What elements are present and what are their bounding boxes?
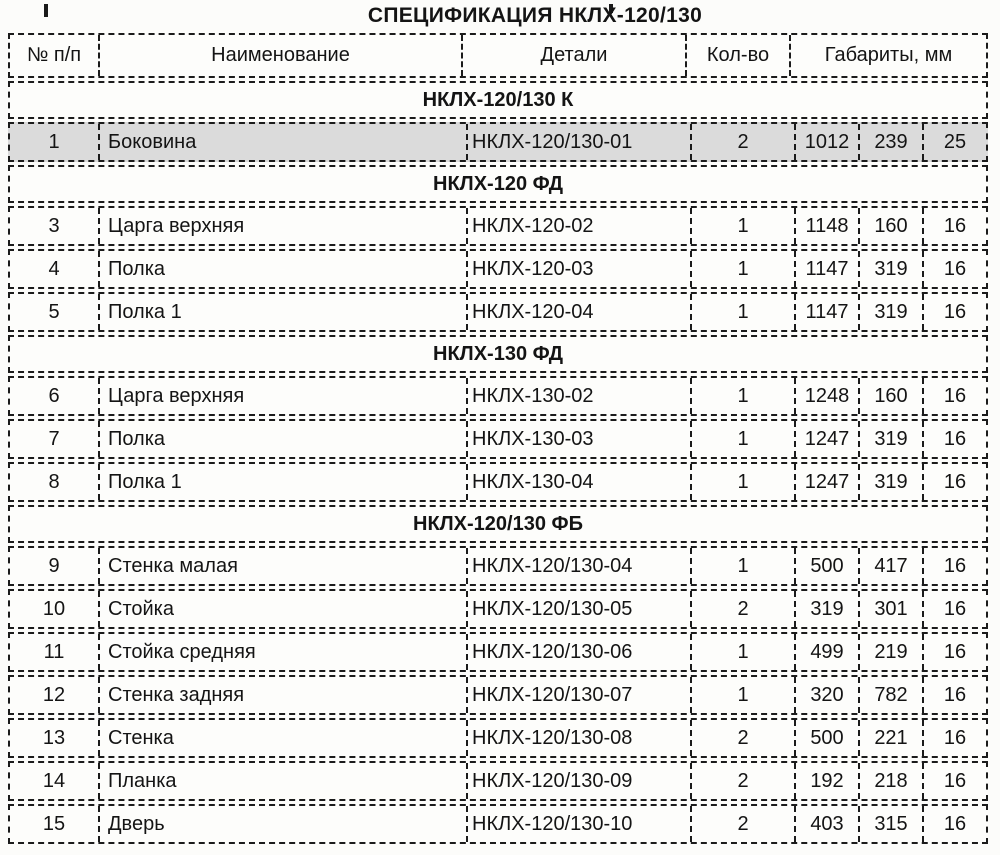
row-details-cell: НКЛХ-120/130-04: [466, 548, 690, 584]
row-qty-cell: 1: [690, 208, 794, 244]
row-num-cell: 4: [48, 257, 60, 280]
row-dim-height-cell: 319: [858, 294, 922, 330]
row-num-cell: 10: [42, 597, 66, 620]
table-header-row: [8, 33, 988, 78]
row-name-cell: Стойка средняя: [98, 634, 466, 670]
row-dim-thickness-cell: 16: [922, 378, 986, 414]
row-dim-height-cell: 417: [858, 548, 922, 584]
row-details-cell: НКЛХ-120/130-09: [466, 763, 690, 799]
table-row: [8, 292, 988, 332]
row-dim-width-cell: 500: [794, 548, 858, 584]
row-dim-thickness-cell: 16: [922, 763, 986, 799]
row-name-cell: Полка: [98, 251, 466, 287]
table-row: [8, 718, 988, 758]
row-num-cell: 1: [48, 130, 60, 153]
row-dim-thickness-cell: 16: [922, 806, 986, 842]
row-dim-height-cell: 218: [858, 763, 922, 799]
row-num-cell: 14: [42, 769, 66, 792]
table-row: [8, 376, 988, 416]
table-row: [8, 804, 988, 844]
row-name-cell: Планка: [98, 763, 466, 799]
column-header-details: Детали: [461, 35, 685, 76]
row-dim-width-cell: 320: [794, 677, 858, 713]
row-dim-width-cell: 1148: [794, 208, 858, 244]
row-name-cell: Полка 1: [98, 294, 466, 330]
column-header-qty: Кол-во: [685, 35, 789, 76]
row-num-cell: 8: [48, 470, 60, 493]
row-details-cell: НКЛХ-120/130-07: [466, 677, 690, 713]
column-header-dims: Габариты, мм: [789, 35, 986, 76]
row-qty-cell: 1: [690, 378, 794, 414]
section-title: НКЛХ-120/130 ФБ: [413, 512, 583, 535]
row-dim-width-cell: 1247: [794, 464, 858, 500]
row-dim-thickness-cell: 16: [922, 208, 986, 244]
row-dim-height-cell: 315: [858, 806, 922, 842]
row-name-cell: Дверь: [98, 806, 466, 842]
row-num-cell: 5: [48, 300, 60, 323]
row-qty-cell: 2: [690, 720, 794, 756]
section-title: НКЛХ-120/130 К: [422, 88, 574, 111]
row-name-cell: Стенка: [98, 720, 466, 756]
row-dim-height-cell: 319: [858, 421, 922, 457]
row-dim-height-cell: 221: [858, 720, 922, 756]
table-row: [8, 675, 988, 715]
table-row: [8, 546, 988, 586]
row-dim-width-cell: 500: [794, 720, 858, 756]
row-details-cell: НКЛХ-130-04: [466, 464, 690, 500]
row-dim-height-cell: 301: [858, 591, 922, 627]
row-dim-width-cell: 1147: [794, 251, 858, 287]
row-num-cell: 11: [43, 640, 65, 663]
row-dim-thickness-cell: 16: [922, 720, 986, 756]
row-dim-height-cell: 239: [858, 124, 922, 160]
row-dim-height-cell: 219: [858, 634, 922, 670]
row-details-cell: НКЛХ-130-02: [466, 378, 690, 414]
table-row: [8, 632, 988, 672]
page-title: СПЕЦИФИКАЦИЯ НКЛХ-120/130: [367, 4, 703, 27]
row-dim-width-cell: 1147: [794, 294, 858, 330]
row-num-cell: 3: [48, 214, 60, 237]
table-row: [8, 122, 988, 162]
section-header-row: [8, 165, 988, 203]
row-dim-width-cell: 1248: [794, 378, 858, 414]
specification-table: [8, 33, 988, 844]
row-name-cell: Царга верхняя: [98, 378, 466, 414]
row-qty-cell: 1: [690, 464, 794, 500]
row-qty-cell: 1: [690, 251, 794, 287]
row-name-cell: Стенка малая: [98, 548, 466, 584]
row-dim-height-cell: 319: [858, 251, 922, 287]
row-details-cell: НКЛХ-120/130-05: [466, 591, 690, 627]
row-dim-thickness-cell: 16: [922, 591, 986, 627]
row-qty-cell: 2: [690, 763, 794, 799]
row-dim-thickness-cell: 16: [922, 464, 986, 500]
table-row: [8, 589, 988, 629]
row-details-cell: НКЛХ-120/130-08: [466, 720, 690, 756]
row-num-cell: 15: [42, 812, 66, 835]
row-details-cell: НКЛХ-130-03: [466, 421, 690, 457]
row-dim-width-cell: 1247: [794, 421, 858, 457]
column-header-name: Наименование: [98, 35, 461, 76]
row-details-cell: НКЛХ-120-03: [466, 251, 690, 287]
row-qty-cell: 2: [690, 806, 794, 842]
row-dim-thickness-cell: 16: [922, 677, 986, 713]
table-row: [8, 419, 988, 459]
row-dim-thickness-cell: 16: [922, 421, 986, 457]
row-dim-width-cell: 192: [794, 763, 858, 799]
section-header-row: [8, 81, 988, 119]
row-dim-height-cell: 160: [858, 378, 922, 414]
table-body: [8, 81, 988, 844]
row-details-cell: НКЛХ-120/130-10: [466, 806, 690, 842]
table-row: [8, 462, 988, 502]
table-row: [8, 249, 988, 289]
row-dim-height-cell: 160: [858, 208, 922, 244]
table-row: [8, 761, 988, 801]
row-num-cell: 9: [48, 554, 60, 577]
row-dim-height-cell: 782: [858, 677, 922, 713]
row-name-cell: Стенка задняя: [98, 677, 466, 713]
section-title: НКЛХ-120 ФД: [433, 172, 563, 195]
row-name-cell: Царга верхняя: [98, 208, 466, 244]
row-num-cell: 6: [48, 384, 60, 407]
row-dim-width-cell: 403: [794, 806, 858, 842]
row-dim-width-cell: 319: [794, 591, 858, 627]
row-dim-thickness-cell: 16: [922, 548, 986, 584]
row-dim-height-cell: 319: [858, 464, 922, 500]
row-details-cell: НКЛХ-120-04: [466, 294, 690, 330]
row-dim-thickness-cell: 16: [922, 634, 986, 670]
row-name-cell: Полка 1: [98, 464, 466, 500]
table-row: [8, 206, 988, 246]
row-qty-cell: 1: [690, 421, 794, 457]
row-name-cell: Боковина: [98, 124, 466, 160]
column-header-num: № п/п: [26, 44, 82, 66]
section-header-row: [8, 335, 988, 373]
section-header-row: [8, 505, 988, 543]
row-qty-cell: 1: [690, 677, 794, 713]
row-name-cell: Полка: [98, 421, 466, 457]
row-dim-thickness-cell: 16: [922, 294, 986, 330]
row-dim-thickness-cell: 25: [922, 124, 986, 160]
row-details-cell: НКЛХ-120-02: [466, 208, 690, 244]
row-num-cell: 12: [42, 683, 66, 706]
row-dim-width-cell: 1012: [794, 124, 858, 160]
row-qty-cell: 1: [690, 548, 794, 584]
row-name-cell: Стойка: [98, 591, 466, 627]
row-qty-cell: 2: [690, 124, 794, 160]
row-dim-width-cell: 499: [794, 634, 858, 670]
row-details-cell: НКЛХ-120/130-01: [466, 124, 690, 160]
row-qty-cell: 2: [690, 591, 794, 627]
row-dim-thickness-cell: 16: [922, 251, 986, 287]
row-num-cell: 13: [42, 726, 66, 749]
row-num-cell: 7: [48, 427, 60, 450]
row-qty-cell: 1: [690, 294, 794, 330]
section-title: НКЛХ-130 ФД: [433, 342, 563, 365]
row-qty-cell: 1: [690, 634, 794, 670]
row-details-cell: НКЛХ-120/130-06: [466, 634, 690, 670]
